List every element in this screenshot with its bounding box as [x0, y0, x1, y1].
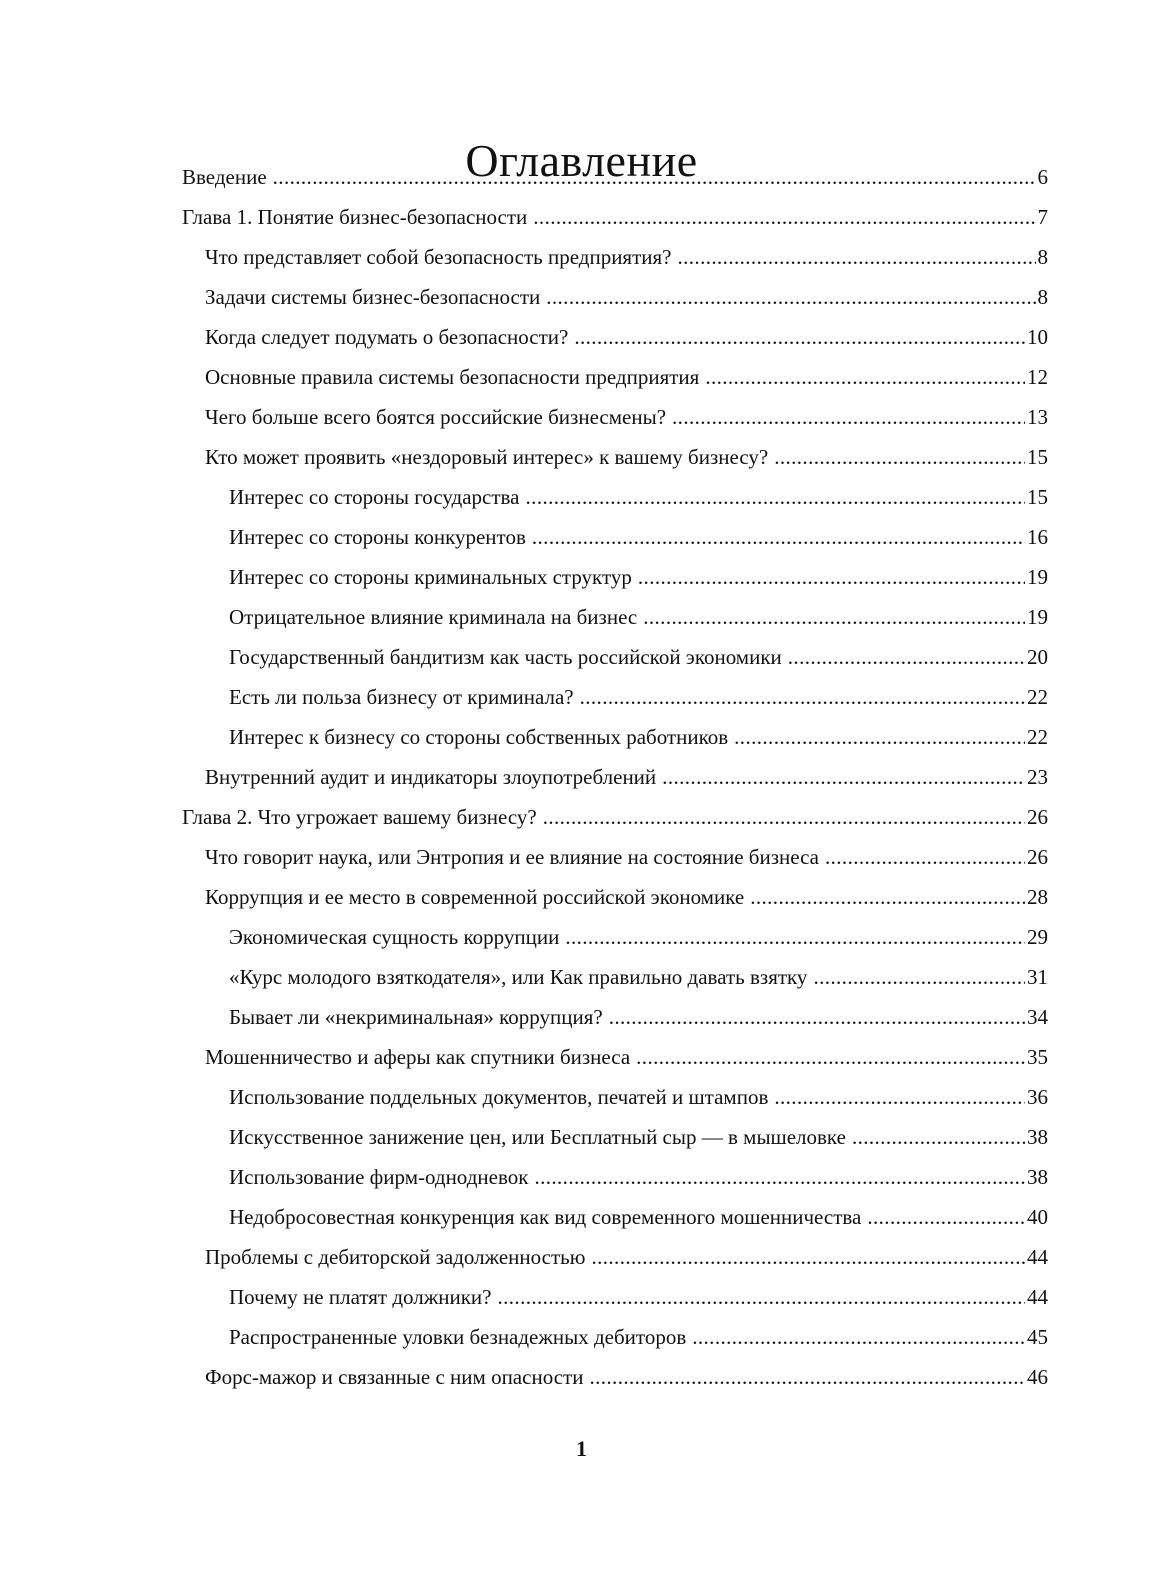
toc-dot-leader: [609, 1002, 1025, 1032]
toc-entry[interactable]: [182, 202, 1048, 232]
toc-entry-page: 26: [1027, 845, 1048, 869]
toc-dot-leader: [526, 482, 1025, 512]
toc-entry-title: Интерес со стороны государства: [229, 485, 520, 509]
toc-entry-page: 36: [1027, 1085, 1048, 1109]
toc-entry-title: Проблемы с дебиторской задолженностью: [205, 1245, 586, 1269]
toc-entry[interactable]: [205, 362, 1048, 392]
toc-entry[interactable]: [205, 1042, 1048, 1072]
toc-entry-page: 15: [1027, 445, 1048, 469]
toc-dot-leader: [662, 762, 1025, 792]
toc-dot-leader: [534, 1162, 1025, 1192]
toc-entry[interactable]: [205, 1362, 1048, 1392]
toc-entry-page: 44: [1027, 1245, 1048, 1269]
toc-entry-page: 12: [1027, 365, 1048, 389]
toc-entry[interactable]: [229, 1162, 1048, 1192]
toc-entry-page: 29: [1027, 925, 1048, 949]
toc-entry[interactable]: [205, 442, 1048, 472]
toc-entry-page: 40: [1027, 1205, 1048, 1229]
toc-entry[interactable]: [229, 642, 1048, 672]
toc-entry[interactable]: [229, 1002, 1048, 1032]
toc-dot-leader: [813, 962, 1025, 992]
toc-entry-title: Кто может проявить «нездоровый интерес» к вашему бизнесу?: [205, 445, 769, 469]
toc-entry[interactable]: [229, 1282, 1048, 1312]
toc-entry-page: 22: [1027, 725, 1048, 749]
toc-dot-leader: [852, 1122, 1025, 1152]
toc-entry-page: 10: [1027, 325, 1048, 349]
toc-entry-page: 44: [1027, 1285, 1048, 1309]
toc-entry[interactable]: [229, 1322, 1048, 1352]
page-number: 1: [576, 1436, 587, 1461]
toc-entry-title: Чего больше всего боятся российские бизнесмены?: [205, 405, 667, 429]
toc-entry-page: 31: [1027, 965, 1048, 989]
toc-dot-leader: [580, 682, 1025, 712]
toc-entry[interactable]: [205, 842, 1048, 872]
toc-dot-leader: [543, 802, 1025, 832]
toc-entry-page: 38: [1027, 1125, 1048, 1149]
toc-dot-leader: [867, 1202, 1025, 1232]
toc-dot-leader: [774, 1082, 1025, 1112]
toc-entry-title: Использование поддельных документов, печатей и штампов: [229, 1085, 769, 1109]
toc-entry-title: Что говорит наука, или Энтропия и ее влияние на состояние бизнеса: [205, 845, 819, 869]
toc-entry-title: Основные правила системы безопасности предприятия: [205, 365, 700, 389]
toc-dot-leader: [546, 282, 1035, 312]
toc-entry-page: 35: [1027, 1045, 1048, 1069]
toc-entry-title: Бывает ли «некриминальная» коррупция?: [229, 1005, 603, 1029]
toc-dot-leader: [273, 162, 1036, 192]
toc-dot-leader: [825, 842, 1025, 872]
toc-entry[interactable]: [229, 722, 1048, 752]
toc-entry-title: Коррупция и ее место в современной российской экономике: [205, 885, 745, 909]
toc-entry-title: Форс-мажор и связанные с ним опасности: [205, 1365, 584, 1389]
toc-entry-page: 6: [1037, 165, 1048, 189]
toc-dot-leader: [788, 642, 1025, 672]
toc-entry[interactable]: [229, 1202, 1048, 1232]
toc-entry[interactable]: [182, 162, 1048, 192]
toc-entry-title: Интерес к бизнесу со стороны собственных работников: [229, 725, 729, 749]
toc-entry-title: Есть ли польза бизнесу от криминала?: [229, 685, 574, 709]
toc-dot-leader: [589, 1362, 1025, 1392]
toc-entry-page: 28: [1027, 885, 1048, 909]
toc-entry-title: Интерес со стороны криминальных структур: [229, 565, 632, 589]
toc-dot-leader: [705, 362, 1025, 392]
toc-entry[interactable]: [229, 482, 1048, 512]
toc-entry-title: Глава 1. Понятие бизнес-безопасности: [182, 205, 528, 229]
toc-entry[interactable]: [205, 322, 1048, 352]
toc-entry[interactable]: [182, 802, 1048, 832]
toc-entry-title: Использование фирм-однодневок: [229, 1165, 529, 1189]
toc-dot-leader: [574, 322, 1025, 352]
toc-dot-leader: [672, 402, 1025, 432]
toc-dot-leader: [677, 242, 1035, 272]
toc-entry-title: Искусственное занижение цен, или Бесплатный сыр — в мышеловке: [229, 1125, 846, 1149]
page-title: Оглавление: [465, 134, 698, 186]
toc-entry-page: 8: [1037, 285, 1048, 309]
toc-entry-title: Распространенные уловки безнадежных дебиторов: [229, 1325, 687, 1349]
toc-dot-leader: [533, 202, 1035, 232]
toc-dot-leader: [591, 1242, 1025, 1272]
toc-entry-page: 8: [1037, 245, 1048, 269]
toc-entry[interactable]: [229, 602, 1048, 632]
toc-entry-page: 7: [1037, 205, 1048, 229]
toc-dot-leader: [692, 1322, 1025, 1352]
toc-entry-title: Государственный бандитизм как часть российской экономики: [229, 645, 782, 669]
toc-entry[interactable]: [205, 242, 1048, 272]
toc-entry-page: 34: [1027, 1005, 1048, 1029]
toc-entry[interactable]: [229, 522, 1048, 552]
toc-entry[interactable]: [229, 1122, 1048, 1152]
toc-entry-title: Что представляет собой безопасность предприятия?: [205, 245, 672, 269]
toc-entry[interactable]: [205, 402, 1048, 432]
toc-entry-title: Недобросовестная конкуренция как вид современного мошенничества: [229, 1205, 862, 1229]
toc-entry-page: 16: [1027, 525, 1048, 549]
toc-entry-page: 45: [1027, 1325, 1048, 1349]
toc-dot-leader: [638, 562, 1025, 592]
toc-dot-leader: [636, 1042, 1025, 1072]
toc-entry-title: Мошенничество и аферы как спутники бизнеса: [205, 1045, 631, 1069]
toc-entry-title: Интерес со стороны конкурентов: [229, 525, 526, 549]
toc-entry-title: Внутренний аудит и индикаторы злоупотреблений: [205, 765, 657, 789]
toc-entry[interactable]: [205, 762, 1048, 792]
toc-entry-page: 22: [1027, 685, 1048, 709]
toc-entry-title: Экономическая сущность коррупции: [229, 925, 560, 949]
toc-entry[interactable]: [205, 882, 1048, 912]
toc-entry-title: Почему не платят должники?: [229, 1285, 492, 1309]
toc-entry-page: 26: [1027, 805, 1048, 829]
toc-dot-leader: [497, 1282, 1025, 1312]
toc-entry-title: Глава 2. Что угрожает вашему бизнесу?: [182, 805, 537, 829]
toc-dot-leader: [565, 922, 1025, 952]
toc-entry-title: Задачи системы бизнес-безопасности: [205, 285, 541, 309]
toc-entry-page: 38: [1027, 1165, 1048, 1189]
toc-entry[interactable]: [205, 1242, 1048, 1272]
toc-entry-page: 13: [1027, 405, 1048, 429]
toc-entry-page: 20: [1027, 645, 1048, 669]
toc-dot-leader: [774, 442, 1025, 472]
toc-entry[interactable]: [229, 562, 1048, 592]
toc-dot-leader: [643, 602, 1025, 632]
toc-dot-leader: [532, 522, 1025, 552]
toc-entry-page: 46: [1027, 1365, 1048, 1389]
toc-dot-leader: [750, 882, 1025, 912]
toc-entry-page: 19: [1027, 565, 1048, 589]
toc-entry[interactable]: [229, 922, 1048, 952]
toc-entry-title: Введение: [182, 165, 267, 189]
toc-entry-page: 15: [1027, 485, 1048, 509]
toc-entry-title: «Курс молодого взяткодателя», или Как правильно давать взятку: [229, 965, 808, 989]
toc-entry[interactable]: [229, 1082, 1048, 1112]
toc-entry-page: 23: [1027, 765, 1048, 789]
toc-entry[interactable]: [229, 682, 1048, 712]
toc-entry-title: Отрицательное влияние криминала на бизнес: [229, 605, 638, 629]
toc-entry[interactable]: [229, 962, 1048, 992]
toc-entry[interactable]: [205, 282, 1048, 312]
toc-entry-page: 19: [1027, 605, 1048, 629]
toc-dot-leader: [734, 722, 1025, 752]
toc-entry-title: Когда следует подумать о безопасности?: [205, 325, 569, 349]
